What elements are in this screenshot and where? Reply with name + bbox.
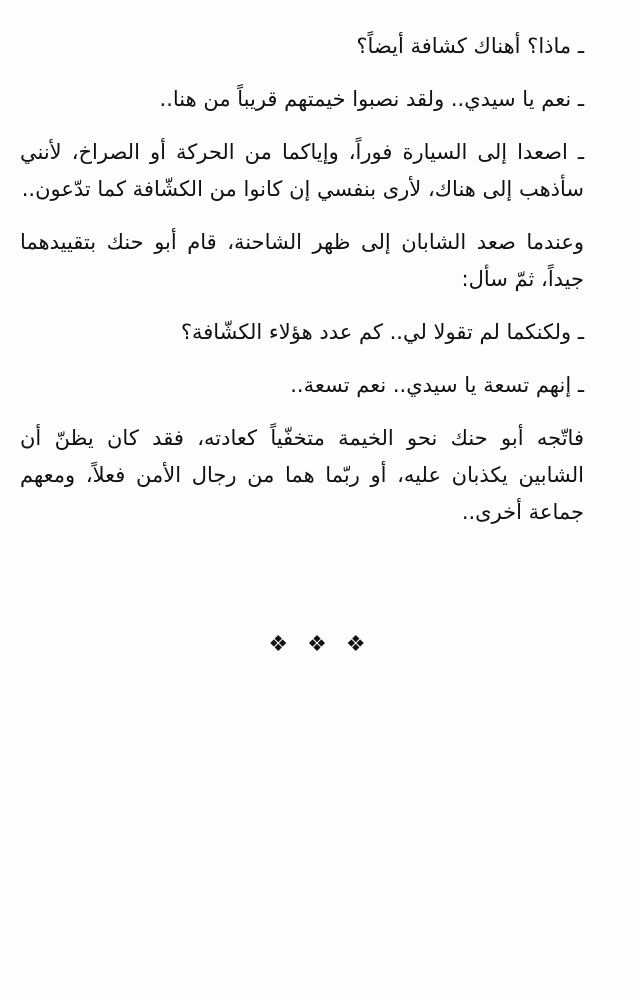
dialogue-line: ـ إنهم تسعة يا سيدي.. نعم تسعة.. xyxy=(290,373,584,397)
dialogue-line: ـ ماذا؟ أهناك كشافة أيضاً؟ xyxy=(356,34,584,58)
section-separator: ❖ ❖ ❖ xyxy=(268,632,372,657)
dialogue-line: ـ ولكنكما لم تقولا لي.. كم عدد هؤلاء الكشّافة؟ xyxy=(180,320,584,344)
dialogue-line: ـ نعم يا سيدي.. ولقد نصبوا خيمتهم قريباً من هنا.. xyxy=(159,87,584,111)
dialogue-line: ـ اصعدا إلى السيارة فوراً، وإياكما من الحركة أو الصراخ، لأنني سأذهب إلى هناك، لأرى بنفسي إن كانوا من الكشّافة كما تدّعون.. xyxy=(20,140,584,201)
page-text xyxy=(20,28,610,547)
narration-paragraph: فاتّجه أبو حنك نحو الخيمة متخفّياً كعادته، فقد كان يظنّ أن الشابين يكذبان عليه، أو ربّما هما من رجال الأمن فعلاً، ومعهم جماعة أخرى.. xyxy=(20,426,584,524)
narration-paragraph: وعندما صعد الشابان إلى ظهر الشاحنة، قام أبو حنك بتقييدهما جيداً، ثمّ سأل: xyxy=(20,230,584,291)
